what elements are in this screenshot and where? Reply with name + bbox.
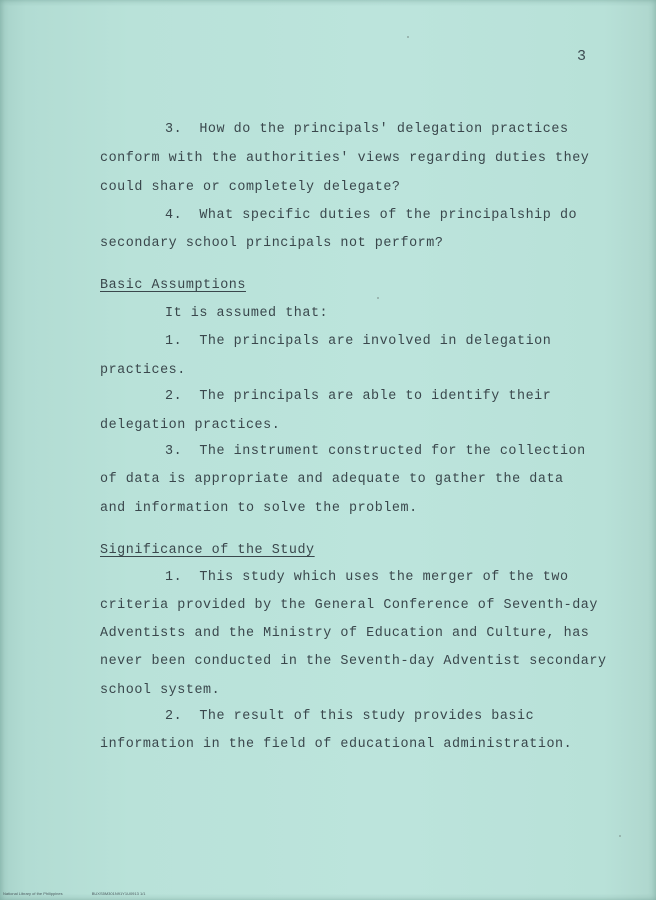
significance-2-line-1: 2. The result of this study provides basic xyxy=(165,709,535,724)
significance-1-line-1: 1. This study which uses the merger of the two xyxy=(165,570,569,585)
assumption-1-line-2: practices. xyxy=(100,363,186,378)
assumption-2-line-2: delegation practices. xyxy=(100,418,281,433)
scan-footer xyxy=(3,891,174,896)
basic-assumptions-intro: It is assumed that: xyxy=(165,306,329,321)
question-3-line-3: could share or completely delegate? xyxy=(100,180,401,195)
footer-library: National Library of the Philippines xyxy=(3,891,63,896)
assumption-3-line-2: of data is appropriate and adequate to gather the data xyxy=(100,472,564,487)
footer-code: BUXS5M301N91Y1U0913 1/1 xyxy=(91,891,146,896)
significance-heading: Significance of the Study xyxy=(100,543,315,558)
dust-speck xyxy=(407,36,409,38)
significance-1-line-5: school system. xyxy=(100,683,221,698)
question-3-line-1: 3. How do the principals' delegation practices xyxy=(165,122,569,137)
basic-assumptions-heading: Basic Assumptions xyxy=(100,278,246,293)
question-4-line-2: secondary school principals not perform? xyxy=(100,236,444,251)
question-4-line-1: 4. What specific duties of the principalship do xyxy=(165,208,578,223)
question-3-line-2: conform with the authorities' views regarding duties they xyxy=(100,151,590,166)
significance-1-line-4: never been conducted in the Seventh-day Adventist secondary xyxy=(100,654,607,669)
assumption-2-line-1: 2. The principals are able to identify their xyxy=(165,389,552,404)
dust-speck xyxy=(377,297,379,299)
significance-2-line-2: information in the field of educational administration. xyxy=(100,737,573,752)
page-number: 3 xyxy=(577,48,587,65)
dust-speck xyxy=(619,835,621,837)
significance-1-line-3: Adventists and the Ministry of Education and Culture, has xyxy=(100,626,590,641)
significance-1-line-2: criteria provided by the General Conference of Seventh-day xyxy=(100,598,598,613)
assumption-1-line-1: 1. The principals are involved in delegation xyxy=(165,334,552,349)
assumption-3-line-1: 3. The instrument constructed for the collection xyxy=(165,444,586,459)
assumption-3-line-3: and information to solve the problem. xyxy=(100,501,418,516)
